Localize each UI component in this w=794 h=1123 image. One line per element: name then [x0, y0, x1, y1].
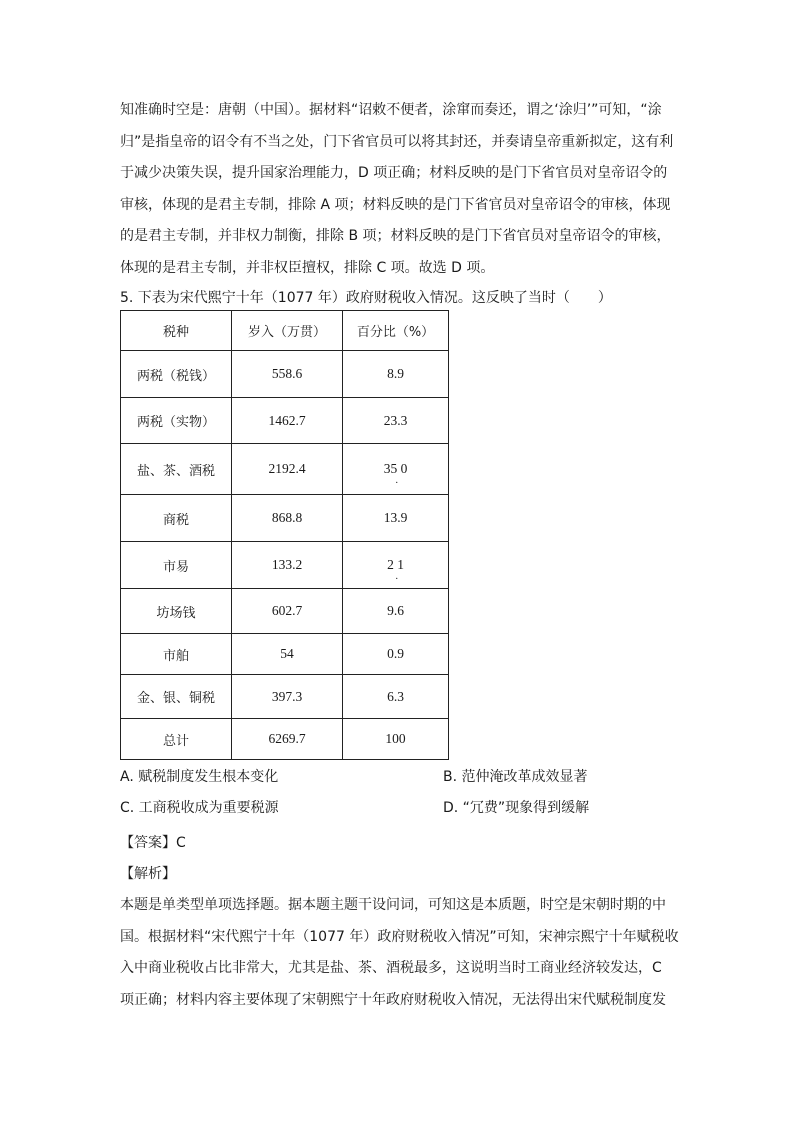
- text-line: 国。根据材料“宋代熙宁十年（1077 年）政府财税收入情况”可知，宋神宗熙宁十年赋税收: [120, 928, 679, 945]
- option-c: C. 工商税收成为重要税源: [120, 800, 279, 816]
- answer-options: [120, 766, 680, 828]
- tax-name-cell: 市易: [121, 542, 232, 589]
- table-row: [121, 495, 449, 542]
- percent-cell: 6.3: [343, 675, 449, 719]
- table-header-row: [121, 311, 449, 351]
- text-line: 项正确；材料内容主要体现了宋朝熙宁十年政府财税收入情况，无法得出宋代赋税制度发: [120, 991, 666, 1008]
- percent-value: 35 0 .: [383, 461, 408, 486]
- percent-value: 2 1 .: [387, 557, 404, 582]
- percent-cell: 9.6: [343, 589, 449, 634]
- analysis-paragraph: [120, 890, 680, 1016]
- text-line: 知准确时空是：唐朝（中国）。据材料“诏敕不便者，涂窜而奏还，谓之‘涂归’”可知，“涂: [120, 102, 662, 118]
- amount-cell: 558.6: [232, 351, 343, 398]
- amount-cell: 868.8: [232, 495, 343, 542]
- option-b: B. 范仲淹改革成效显著: [443, 769, 588, 785]
- text-line: 的是君主专制，并非权力制衡，排除 B 项；材料反映的是门下省官员对皇帝诏令的审核，: [120, 228, 671, 244]
- tax-name-cell: 商税: [121, 495, 232, 542]
- amount-cell: 397.3: [232, 675, 343, 719]
- intro-paragraph: [120, 95, 680, 284]
- table-total-row: [121, 719, 449, 760]
- tax-name-cell: 两税（税钱）: [121, 351, 232, 398]
- analysis-label: 【解析】: [120, 866, 176, 882]
- tax-name-cell: 坊场钱: [121, 589, 232, 634]
- table-row: [121, 351, 449, 398]
- table-row: [121, 398, 449, 444]
- text-line: 体现的是君主专制，并非权臣擅权，排除 C 项。故选 D 项。: [120, 259, 495, 276]
- amount-cell: 2192.4: [232, 444, 343, 495]
- text-line: 入中商业税收占比非常大，尤其是盐、茶、酒税最多，这说明当时工商业经济较发达，C: [120, 960, 662, 976]
- tax-name-cell: 两税（实物）: [121, 398, 232, 444]
- table-row: [121, 589, 449, 634]
- header-cell: 岁入（万贯）: [232, 311, 343, 351]
- decimal-dot: .: [395, 571, 398, 582]
- table-row: [121, 675, 449, 719]
- option-a: A. 赋税制度发生根本变化: [120, 769, 279, 785]
- percent-cell: 13.9: [343, 495, 449, 542]
- text-line: 本题是单类型单项选择题。据本题主题干设问词，可知这是本质题，时空是宋朝时期的中: [120, 897, 666, 913]
- answer-label: 【答案】C: [120, 835, 186, 851]
- header-cell: 税种: [121, 311, 232, 351]
- amount-cell: 1462.7: [232, 398, 343, 444]
- text-line: 于减少决策失误，提升国家治理能力，D 项正确；材料反映的是门下省官员对皇帝诏令的: [120, 165, 668, 181]
- tax-name-cell: 总计: [121, 719, 232, 760]
- percent-cell: 8.9: [343, 351, 449, 398]
- page-content: [120, 95, 680, 1016]
- decimal-dot: .: [395, 475, 398, 486]
- amount-cell: 54: [232, 634, 343, 675]
- percent-cell: [343, 542, 449, 589]
- amount-cell: 602.7: [232, 589, 343, 634]
- table-row: [121, 634, 449, 675]
- text-line: 归”是指皇帝的诏令有不当之处，门下省官员可以将其封还，并奏请皇帝重新拟定，这有利: [120, 133, 674, 150]
- amount-cell: 6269.7: [232, 719, 343, 760]
- percent-cell: [343, 444, 449, 495]
- tax-name-cell: 市舶: [121, 634, 232, 675]
- tax-revenue-table: [120, 310, 449, 760]
- amount-cell: 133.2: [232, 542, 343, 589]
- question-stem: 5. 下表为宋代熙宁十年（1077 年）政府财税收入情况。这反映了当时（ ）: [120, 290, 612, 306]
- tax-name-cell: 金、银、铜税: [121, 675, 232, 719]
- table-row: [121, 542, 449, 589]
- percent-cell: 0.9: [343, 634, 449, 675]
- text-line: 审核，体现的是君主专制，排除 A 项；材料反映的是门下省官员对皇帝诏令的审核，体现: [120, 196, 671, 213]
- percent-cell: 100: [343, 719, 449, 760]
- header-cell: 百分比（%）: [343, 311, 449, 351]
- table-row: [121, 444, 449, 495]
- percent-cell: 23.3: [343, 398, 449, 444]
- tax-name-cell: 盐、茶、酒税: [121, 444, 232, 495]
- option-d: D. “冗费”现象得到缓解: [443, 800, 590, 816]
